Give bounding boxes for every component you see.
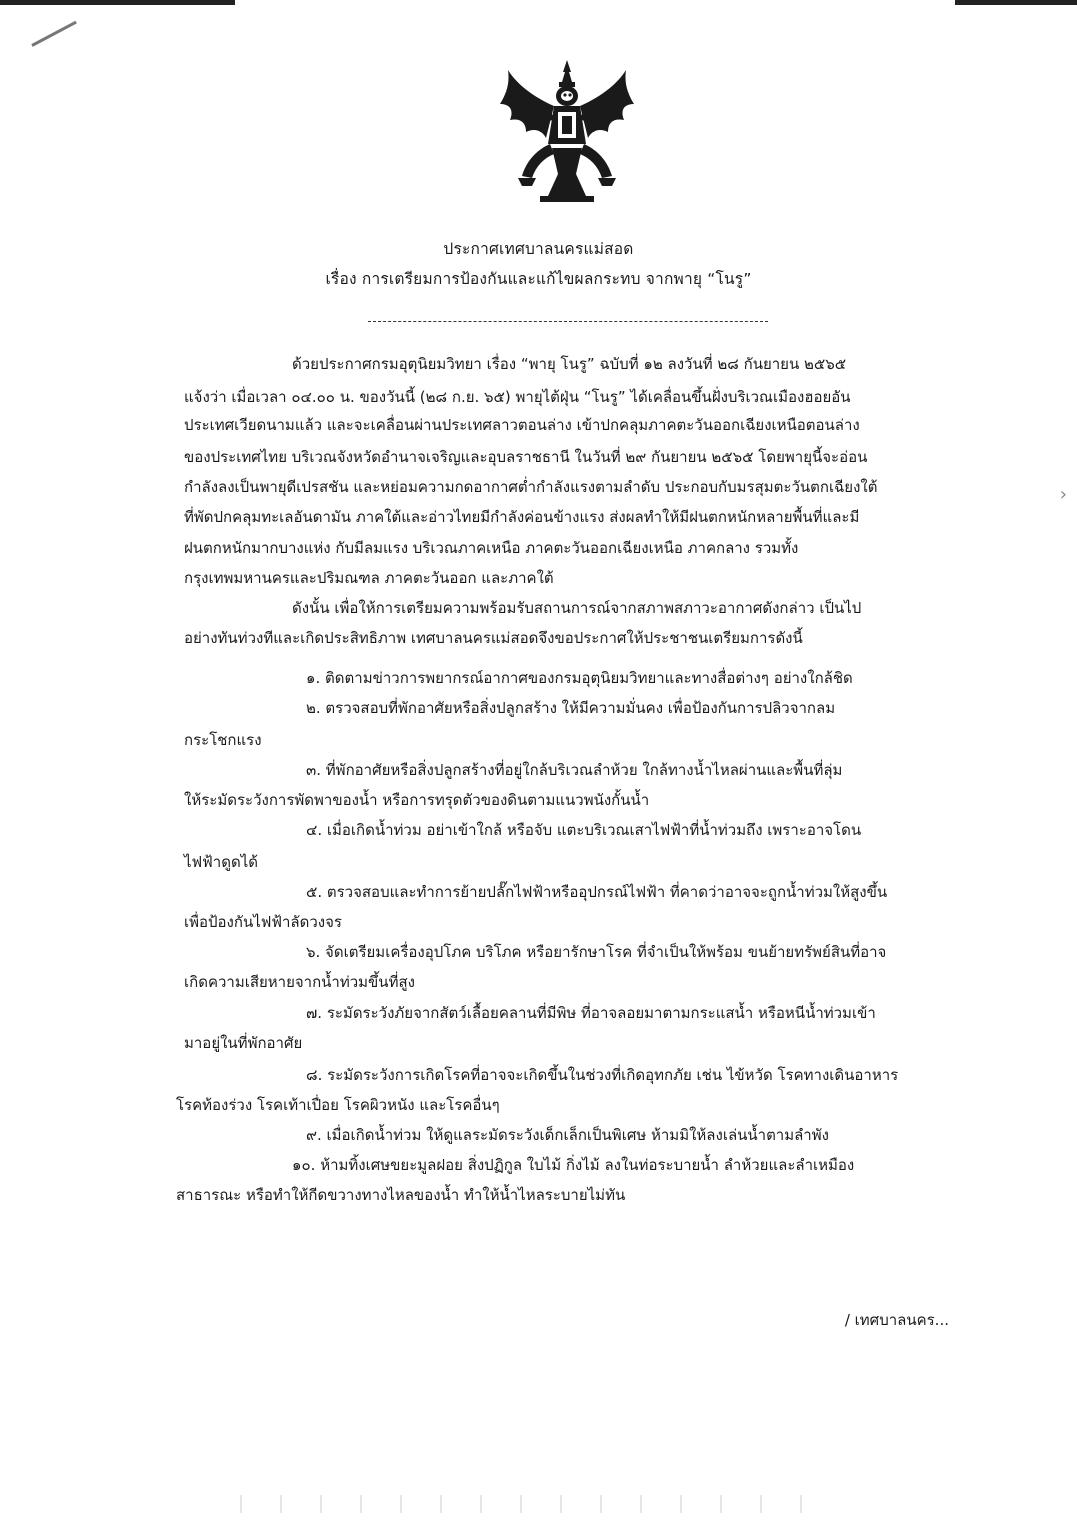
item-1: ๑. ติดตามข่าวการพยากรณ์อากาศของกรมอุตุนิยมวิทยาและทางสื่อต่างๆ อย่างใกล้ชิด: [306, 669, 853, 687]
item-6: ๖. จัดเตรียมเครื่องอุปโภค บริโภค หรือยารักษาโรค ที่จำเป็นให้พร้อม ขนย้ายทรัพย์สินที่อาจ: [306, 943, 887, 961]
item-2: ๒. ตรวจสอบที่พักอาศัยหรือสิ่งปลูกสร้าง ให้มีความมั่นคง เพื่อป้องกันการปลิวจากลม: [306, 699, 836, 717]
therefore-line-1: ดังนั้น เพื่อให้การเตรียมความพร้อมรับสถานการณ์จากสภาพสภาวะอากาศดังกล่าว เป็นไป: [292, 599, 862, 617]
item-10-cont: สาธารณะ หรือทำให้กีดขวางทางไหลของน้ำ ทำให้น้ำไหลระบายไม่ทัน: [176, 1186, 626, 1204]
item-9: ๙. เมื่อเกิดน้ำท่วม ให้ดูแลระมัดระวังเด็กเล็กเป็นพิเศษ ห้ามมิให้ลงเล่นน้ำตามลำพัง: [306, 1126, 829, 1144]
scan-top-edge-right: [955, 0, 1077, 5]
announcement-title: ประกาศเทศบาลนครแม่สอด: [443, 240, 634, 258]
item-5: ๕. ตรวจสอบและทำการย้ายปลั๊กไฟฟ้าหรืออุปกรณ์ไฟฟ้า ที่คาดว่าอาจจะถูกน้ำท่วมให้สูงขึ้น: [306, 883, 888, 901]
item-4-cont: ไฟฟ้าดูดได้: [184, 853, 258, 871]
announcement-subject: เรื่อง การเตรียมการป้องกันและแก้ไขผลกระทบ จากพายุ “โนรู”: [325, 270, 752, 288]
item-4: ๔. เมื่อเกิดน้ำท่วม อย่าเข้าใกล้ หรือจับ แตะบริเวณเสาไฟฟ้าที่น้ำท่วมถึง เพราะอาจโดน: [306, 821, 862, 839]
intro-line-3: ประเทศเวียดนามแล้ว และจะเคลื่อนผ่านประเทศลาวตอนล่าง เข้าปกคลุมภาคตะวันออกเฉียงเหนือตอนล่าง: [184, 416, 860, 434]
scan-bleed-through: [240, 1495, 960, 1515]
dashed-divider: [368, 321, 768, 322]
intro-line-1: ด้วยประกาศกรมอุตุนิยมวิทยา เรื่อง “พายุ โนรู” ฉบับที่ ๑๒ ลงวันที่ ๒๘ กันยายน ๒๕๖๕: [292, 355, 847, 373]
item-3-cont: ให้ระมัดระวังการพัดพาของน้ำ หรือการทรุดตัวของดินตามแนวพนังกั้นน้ำ: [184, 791, 650, 809]
item-7-cont: มาอยู่ในที่พักอาศัย: [184, 1034, 303, 1052]
intro-line-2: แจ้งว่า เมื่อเวลา ๐๔.๐๐ น. ของวันนี้ (๒๘ ก.ย. ๖๕) พายุไต้ฝุ่น “โนรู” ได้เคลื่อนขึ้นฝั่งบริเวณเมืองฮอยอัน: [184, 388, 851, 406]
intro-line-5: กำลังลงเป็นพายุดีเปรสชัน และหย่อมความกดอากาศต่ำกำลังแรงตามลำดับ ประกอบกับมรสุมตะวันตกเฉียงใต้: [184, 478, 878, 496]
item-5-cont: เพื่อป้องกันไฟฟ้าลัดวงจร: [184, 913, 342, 931]
garuda-emblem-icon: [496, 58, 638, 210]
item-8: ๘. ระมัดระวังการเกิดโรคที่อาจจะเกิดขึ้นในช่วงที่เกิดอุทกภัย เช่น ไข้หวัด โรคทางเดินอาหาร: [306, 1066, 899, 1084]
item-8-cont: โรคท้องร่วง โรคเท้าเปื่อย โรคผิวหนัง และโรคอื่นๆ: [176, 1096, 500, 1114]
intro-line-8: กรุงเทพมหานครและปริมณฑล ภาคตะวันออก และภาคใต้: [184, 569, 554, 587]
item-7: ๗. ระมัดระวังภัยจากสัตว์เลื้อยคลานที่มีพิษ ที่อาจลอยมาตามกระแสน้ำ หรือหนีน้ำท่วมเข้า: [306, 1004, 876, 1022]
intro-line-4: ของประเทศไทย บริเวณจังหวัดอำนาจเจริญและอุบลราชธานี ในวันที่ ๒๙ กันยายน ๒๕๖๕ โดยพายุนี้จะอ่อน: [184, 448, 868, 466]
item-10: ๑๐. ห้ามทิ้งเศษขยะมูลฝอย สิ่งปฏิกูล ใบไม้ กิ่งไม้ ลงในท่อระบายน้ำ ลำห้วยและลำเหมือง: [292, 1156, 855, 1174]
item-3: ๓. ที่พักอาศัยหรือสิ่งปลูกสร้างที่อยู่ใกล้บริเวณลำห้วย ใกล้ทางน้ำไหลผ่านและพื้นที่ลุ่ม: [306, 761, 843, 779]
therefore-line-2: อย่างทันท่วงทีและเกิดประสิทธิภาพ เทศบาลนครแม่สอดจึงขอประกาศให้ประชาชนเตรียมการดังนี้: [184, 629, 803, 647]
pen-stroke-mark: [31, 21, 77, 47]
item-6-cont: เกิดความเสียหายจากน้ำท่วมขึ้นที่สูง: [184, 973, 415, 991]
item-2-cont: กระโชกแรง: [184, 731, 262, 749]
scan-top-edge-left: [0, 0, 235, 5]
continued-marker: / เทศบาลนคร...: [844, 1311, 949, 1329]
scan-edge-mark: ›: [1059, 484, 1067, 505]
intro-line-6: ที่พัดปกคลุมทะเลอันดามัน ภาคใต้และอ่าวไทยมีกำลังค่อนข้างแรง ส่งผลทำให้มีฝนตกหนักหลายพื้นที่และมี: [184, 508, 860, 526]
intro-line-7: ฝนตกหนักมากบางแห่ง กับมีลมแรง บริเวณภาคเหนือ ภาคตะวันออกเฉียงเหนือ ภาคกลาง รวมทั้ง: [184, 539, 799, 557]
